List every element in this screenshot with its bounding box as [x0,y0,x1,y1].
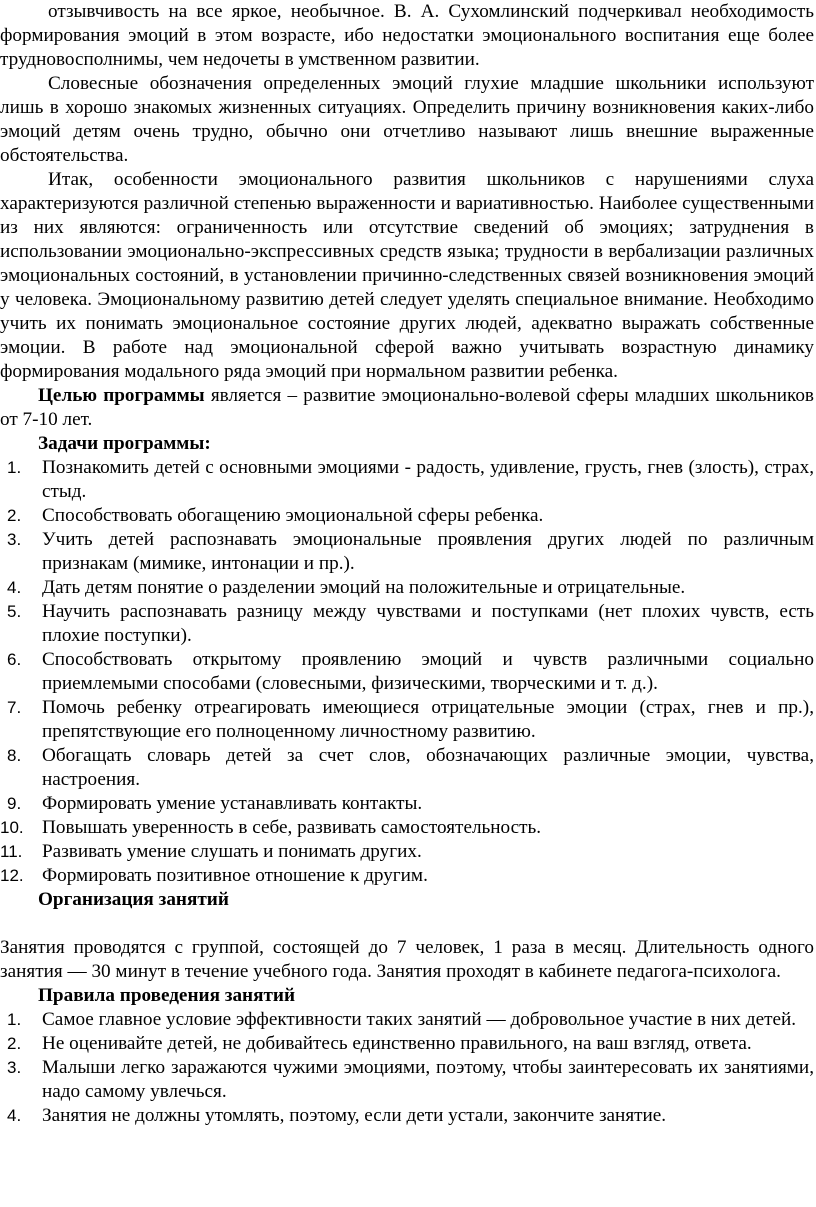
list-item-number: 5. [7,602,22,621]
list-item [0,864,814,888]
list-item [0,528,814,576]
list-item-number: 7. [7,698,22,717]
list-item [0,1032,814,1056]
list-item [0,456,814,504]
list-item-text: Учить детей распознавать эмоциональные проявления других людей по различным признакам (мимике, интонации и пр.). [42,529,814,574]
blank-line [0,912,814,936]
list-item [0,792,814,816]
organization-heading: Организация занятий [38,889,229,910]
list-item-text: Повышать уверенность в себе, развивать самостоятельность. [42,817,542,838]
list-item-text: Малыши легко заражаются чужими эмоциями, поэтому, чтобы заинтересовать их занятиями, надо самому увлечься. [42,1057,814,1102]
list-item-number: 1. [7,458,22,477]
list-item-text: Формировать умение устанавливать контакты. [42,793,423,814]
list-item [0,1104,814,1128]
rules-list [0,1008,814,1128]
list-item-text: Способствовать открытому проявлению эмоций и чувств различными социально приемлемыми способами (словесными, физическими, творческими и т. д.). [42,649,814,694]
list-item-text: Развивать умение слушать и понимать других. [42,841,422,862]
intro-paragraph-1: отзывчивость на все яркое, необычное. В. А. Сухомлинский подчеркивал необходимость формирования эмоций в этом возрасте, ибо недостатки эмоционального воспитания еще более трудновосполнимы, чем недочеты в умственном развитии. [0,1,814,70]
list-item-number: 4. [7,578,22,597]
list-item-number: 8. [7,746,22,765]
list-item [0,744,814,792]
list-item-number: 3. [7,1058,22,1077]
list-item-number: 2. [7,1034,22,1053]
list-item-number: 6. [7,650,22,669]
list-item-number: 1. [7,1010,22,1029]
list-item [0,576,814,600]
list-item-number: 9. [7,794,22,813]
intro-paragraph-2: Словесные обозначения определенных эмоций глухие младшие школьники используют лишь в хорошо знакомых жизненных ситуациях. Определить причину возникновения каких-либо эмоций детям очень трудно, обычно они отчетливо называют лишь внешние выраженные обстоятельства. [0,73,814,166]
list-item-number: 11. [0,842,23,861]
list-item [0,816,814,840]
list-item-text: Дать детям понятие о разделении эмоций на положительные и отрицательные. [42,577,686,598]
list-item-number: 2. [7,506,22,525]
list-item-text: Не оценивайте детей, не добивайтесь единственно правильного, на ваш взгляд, ответа. [42,1033,752,1054]
list-item-number: 10. [0,818,24,837]
list-item-text: Формировать позитивное отношение к другим. [42,865,428,886]
program-goal-label: Целью программы [38,385,205,406]
tasks-heading: Задачи программы: [38,433,211,454]
list-item-text: Познакомить детей с основными эмоциями - радость, удивление, грусть, гнев (злость), страх, стыд. [42,457,814,502]
list-item [0,840,814,864]
list-item-text: Занятия не должны утомлять, поэтому, если дети устали, закончите занятие. [42,1105,667,1126]
program-goal [0,384,814,432]
organization-paragraph: Занятия проводятся с группой, состоящей до 7 человек, 1 раза в месяц. Длительность одного занятия — 30 минут в течение учебного года. Занятия проходят в кабинете педагога-психолога. [0,937,814,982]
list-item [0,1008,814,1032]
list-item [0,504,814,528]
tasks-list [0,456,814,888]
list-item [0,600,814,648]
list-item-number: 3. [7,530,22,549]
list-item [0,696,814,744]
list-item-text: Самое главное условие эффективности таких занятий — добровольное участие в них детей. [42,1009,797,1030]
list-item-text: Обогащать словарь детей за счет слов, обозначающих различные эмоции, чувства, настроения. [42,745,814,790]
list-item-text: Помочь ребенку отреагировать имеющиеся отрицательные эмоции (страх, гнев и пр.), препятствующие его полноценному личностному развитию. [42,697,814,742]
program-goal-text: является – развитие эмоционально-волевой сферы младших школьников от 7-10 лет. [0,385,814,430]
list-item-number: 12. [0,866,24,885]
list-item-number: 4. [7,1106,22,1125]
rules-heading: Правила проведения занятий [38,985,296,1006]
list-item-text: Способствовать обогащению эмоциональной сферы ребенка. [42,505,544,526]
list-item [0,648,814,696]
list-item [0,1056,814,1104]
intro-paragraph-3: Итак, особенности эмоционального развития школьников с нарушениями слуха характеризуются различной степенью выраженности и вариативностью. Наиболее существенными из них являются: ограниченность или отсутствие сведений об эмоциях; затруднения в использовании эмоционально-экспрессивных средств языка; трудности в вербализации различных эмоциональных состояний, в установлении причинно-следственных связей возникновения эмоций у человека. Эмоциональному развитию детей следует уделять специальное внимание. Необходимо учить их понимать эмоциональное состояние других людей, адекватно выражать собственные эмоции. В работе над эмоциональной сферой важно учитывать возрастную динамику формирования модального ряда эмоций при нормальном развитии ребенка. [0,169,814,382]
list-item-text: Научить распознавать разницу между чувствами и поступками (нет плохих чувств, есть плохие поступки). [42,601,814,646]
